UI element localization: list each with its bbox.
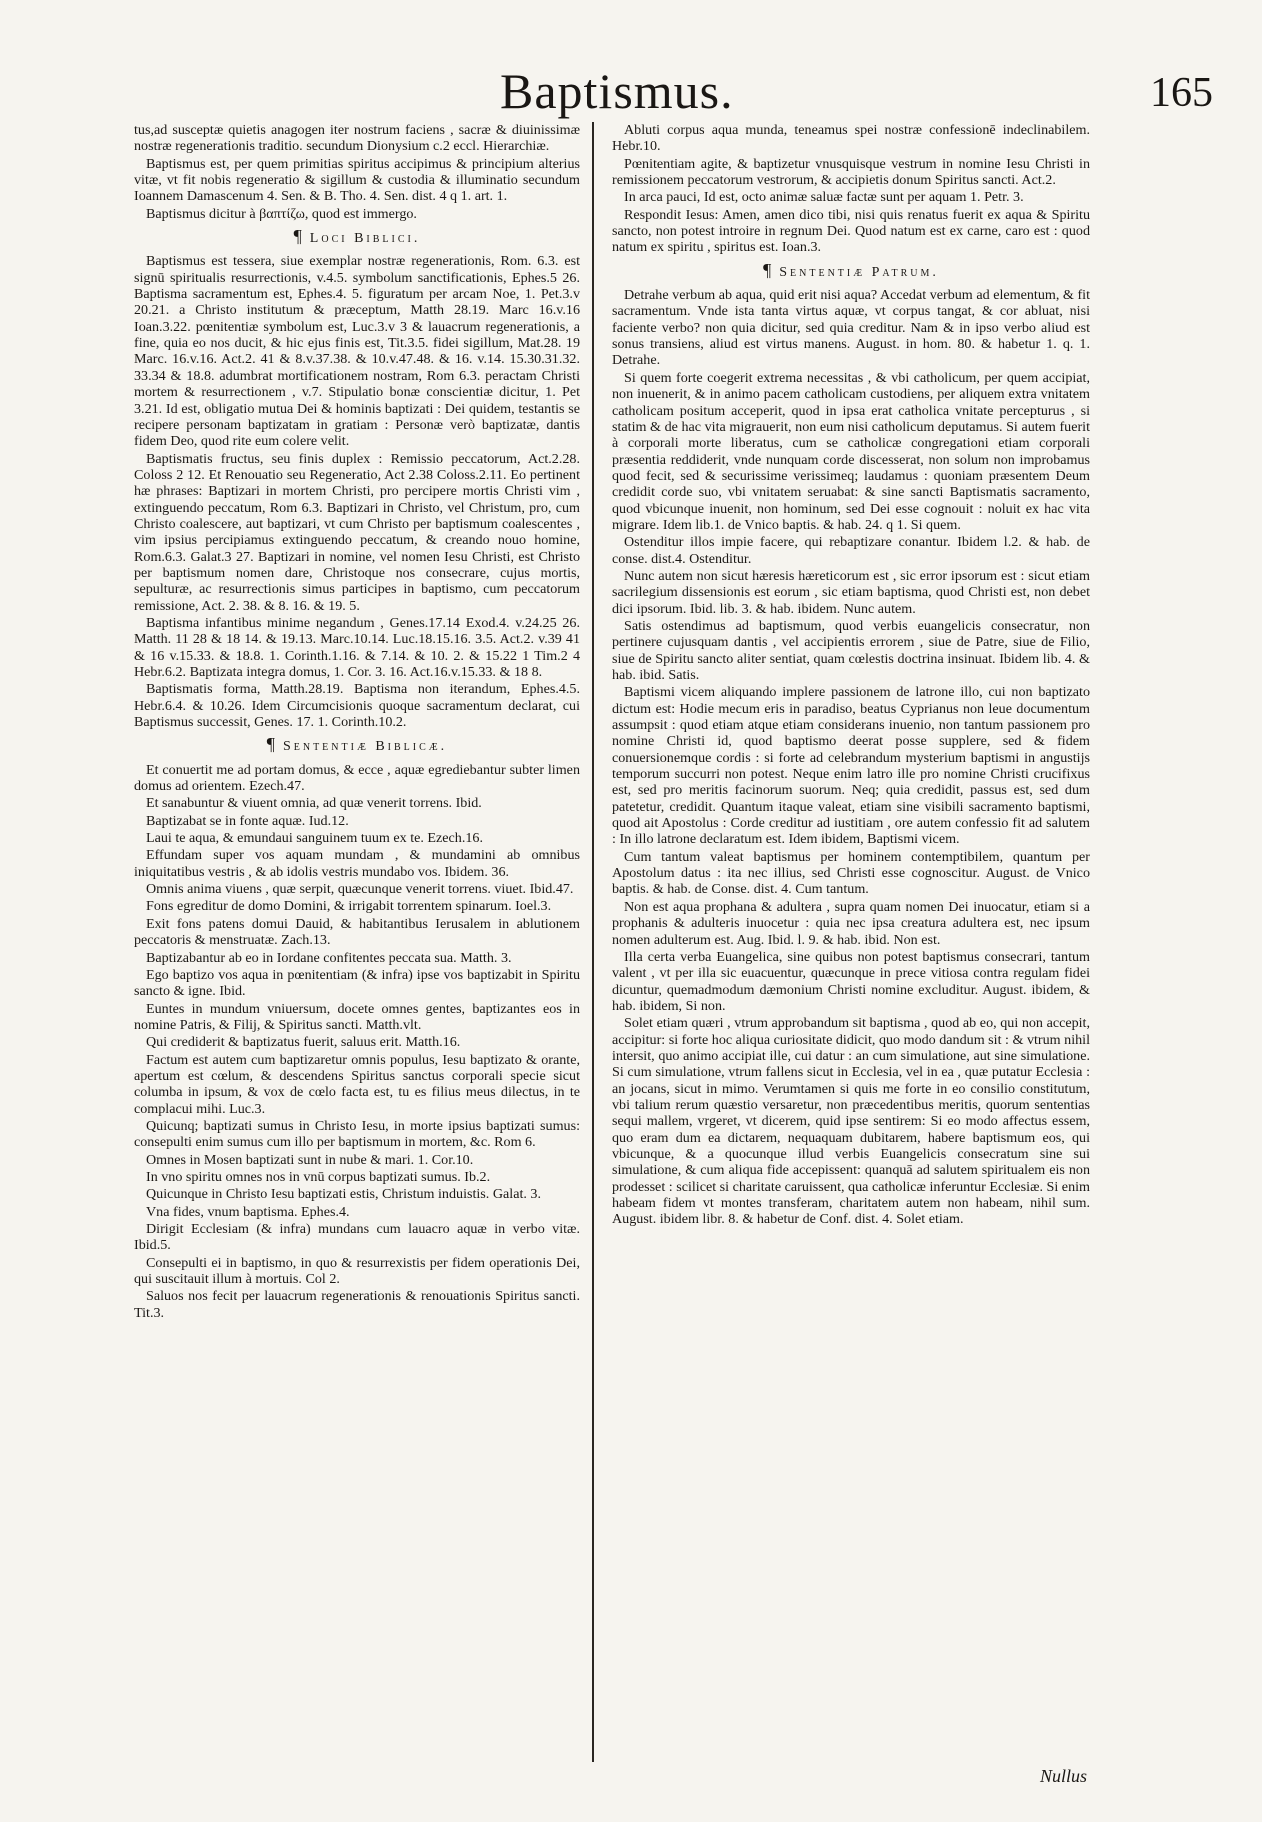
paragraph: Factum est autem cum baptizaretur omnis populus, Iesu baptizato & orante, apertum est cœlum, & descendens Spiritus sanctus corporali specie sicut columba in ipsum, & vox de cœlo facta est, tu es filius meus dilectus, in te complacui mihi. Luc.3. bbox=[134, 1051, 580, 1117]
paragraph: In arca pauci, Id est, octo animæ saluæ factæ sunt per aquam 1. Petr. 3. bbox=[624, 189, 1024, 206]
paragraph: Omnis anima viuens , quæ serpit, quæcunque venerit torrens. viuet. Ibid.47. bbox=[146, 881, 574, 898]
pilcrow-icon: ¶ bbox=[266, 734, 275, 755]
paragraph: Pœnitentiam agite, & baptizetur vnusquisque vestrum in nomine Iesu Christi in remissionem peccatorum vestrorum, & accipietis donum Spiritus sancti. Act.2. bbox=[612, 155, 1090, 189]
column-divider bbox=[592, 122, 594, 1762]
paragraph: Vna fides, vnum baptisma. Ephes.4. bbox=[146, 1203, 350, 1220]
paragraph: tus,ad susceptæ quietis anagogen iter nostrum faciens , sacræ & diuinissimæ nostræ regenerationis traditio. secundum Dionysium c.2 eccl. Hierarchiæ. bbox=[134, 122, 580, 155]
paragraph: Baptismatis fructus, seu finis duplex : Remissio peccatorum, Act.2.28. Coloss 2 12. Et Renouatio seu Regeneratio, Act 2.38 Coloss.2.11. Eo pertinent hæ phrases: Baptizari in mortem Christi, pro percipere mortis Christi vim , extinguendo peccatum, Rom 6.3. Baptizari in Christo, vel Christum, pro, cum Christo coalescere, aut baptizari, vt cum Christo per baptismum coalescentes , vim ipsius percipiamus extinguendo peccatum, & creando nouo homine, Rom.6.3. Galat.3 27. Baptizari in nomine, vel nomen Iesu Christi, est Christo per baptismum nomen dare, Christoque nos consecrare, cujus mortis, sepulturæ, ac resurrectionis simus participes in baptismo, cum peccatorum remissione, Act. 2. 38. & 8. 16. & 19. 5. bbox=[134, 450, 580, 614]
paragraph: Quicunque in Christo Iesu baptizati estis, Christum induistis. Galat. 3. bbox=[146, 1186, 541, 1203]
paragraph: Baptismus est tessera, siue exemplar nostræ regenerationis, Rom. 6.3. est signū spiritualis resurrectionis, v.4.5. symbolum sanctificationis, Ephes.5 26. Baptisma sacramentum est, Ephes.4. 5. figuratum per arcam Noe, 1. Pet.3.v 20.21. a Christo institutum & præceptum, Matth 28.19. Marc 16.v.16 Ioan.3.22. pœnitentiæ symbolum est, Luc.3.v 3 & lauacrum regenerationis, a fine, quia eo nos ducit, & hic ejus finis est, Tit.3.5. fidei sigillum, Mat.28. 19 Marc. 16.v.16. Act.2. 41 & 8.v.37.38. & 10.v.47.48. & 16. v.14. 15.30.31.32. 33.34 & 18.8. adumbrat mortificationem nostram, Rom 6.3. peractam Christi mortem & resurrectionem , v.7. Stipulatio bonæ conscientiæ dicitur, 1. Pet 3.21. Id est, obligatio mutua Dei & hominis baptizati : Dei quidem, testantis se recipere personam baptizatam in gratiam : Personæ verò baptizatæ, dantis fidem Deo, quod rite eum colere velit. bbox=[134, 253, 580, 450]
paragraph: Ostenditur illos impie facere, qui rebaptizare conantur. Ibidem l.2. & hab. de conse. dist.4. Ostenditur. bbox=[612, 534, 1090, 567]
catchword: Nullus bbox=[1040, 1766, 1088, 1786]
paragraph: Illa certa verba Euangelica, sine quibus non potest baptismus consecrari, tantum valent , vt per illa sic euacuentur, quæcunque in prece vitiosa contra regulam fidei dicuntur, quemadmodum dæmonium Christi nomine excluditur. August. ibidem, & hab. ibidem, Si non. bbox=[612, 948, 1090, 1014]
left-column bbox=[134, 122, 580, 1802]
paragraph: Ego baptizo vos aqua in pœnitentiam (& infra) ipse vos baptizabit in Spiritu sancto & igne. Ibid. bbox=[134, 966, 580, 1000]
page-title: Baptismus. bbox=[500, 63, 734, 119]
paragraph: Abluti corpus aqua munda, teneamus spei nostræ confessionē indeclinabilem. Hebr.10. bbox=[612, 122, 1090, 155]
paragraph: Baptizabat se in fonte aquæ. Iud.12. bbox=[146, 812, 349, 829]
paragraph: Fons egreditur de domo Domini, & irrigabit torrentem spinarum. Ioel.3. bbox=[146, 898, 552, 915]
paragraph: Nunc autem non sicut hæresis hæreticorum est , sic error ipsorum est : sicut etiam sacrilegium dissensionis est eorum , sic etiam baptisma, quod Christi est, non debet dici ipsorum. Ibid. lib. 3. & hab. ibidem. Nunc autem. bbox=[612, 567, 1090, 617]
paragraph: Baptizabantur ab eo in Iordane confitentes peccata sua. Matth. 3. bbox=[146, 949, 512, 966]
section-heading-sententiae-patrum: ¶ Sententiæ Patrum. bbox=[763, 259, 939, 280]
paragraph: Detrahe verbum ab aqua, quid erit nisi aqua? Accedat verbum ad elementum, & fit sacramentum. Vnde ista tanta virtus aquæ, vt corpus tangat, & cor abluat, nisi faciente verbo? non quia dicitur, sed quia creditur. Nam & in ipso verbo aliud est sonus transiens, aliud est virtus manens. August. in hom. 80. & habetur 1. q. 1. Detrahe. bbox=[612, 287, 1090, 369]
paragraph: Satis ostendimus ad baptismum, quod verbis euangelicis consecratur, non pertinere cujusquam dantis , vel accipientis errorem , siue de Patre, siue de Filio, siue de Spiritu sancto aliter sentiat, quam cœlestis doctrina insinuat. Ibidem lib. 4. & hab. ibid. Satis. bbox=[612, 617, 1090, 683]
right-column bbox=[612, 122, 1090, 1802]
paragraph: Cum tantum valeat baptismus per hominem contemptibilem, quantum per Apostolum datus : ita nec illius, sed Christi esse cognoscitur. August. de Vnico baptis. & hab. de Conse. dist. 4. Cum tantum. bbox=[612, 848, 1090, 898]
paragraph: Et conuertit me ad portam domus, & ecce , aquæ egrediebantur subter limen domus ad orientem. Ezech.47. bbox=[134, 761, 580, 795]
paragraph: Dirigit Ecclesiam (& infra) mundans cum lauacro aquæ in verbo vitæ. Ibid.5. bbox=[134, 1221, 580, 1254]
pilcrow-icon: ¶ bbox=[293, 226, 302, 247]
page-header bbox=[0, 62, 1262, 122]
paragraph: Omnes in Mosen baptizati sunt in nube & mari. 1. Cor.10. bbox=[146, 1151, 474, 1168]
paragraph: Consepulti ei in baptismo, in quo & resurrexistis per fidem operationis Dei, qui suscitauit illum à mortuis. Col 2. bbox=[134, 1254, 580, 1288]
paragraph: In vno spiritu omnes nos in vnū corpus baptizati sumus. Ib.2. bbox=[146, 1168, 491, 1185]
paragraph: Exit fons patens domui Dauid, & habitantibus Ierusalem in ablutionem peccatoris & menstruatæ. Zach.13. bbox=[134, 915, 580, 949]
paragraph: Baptismus dicitur à βαπτίζω, quod est immergo. bbox=[146, 205, 417, 222]
paragraph: Euntes in mundum vniuersum, docete omnes gentes, baptizantes eos in nomine Patris, & Filij, & Spiritus sancti. Matth.vlt. bbox=[134, 1000, 580, 1033]
section-heading-loci-biblici: ¶ Loci Biblici. bbox=[293, 226, 421, 247]
paragraph: Baptismatis forma, Matth.28.19. Baptisma non iterandum, Ephes.4.5. Hebr.6.4. & 10.26. Idem Circumcisionis quoque sacramentum declarat, cui Baptismus successit, Genes. 17. 1. Corinth.10.2. bbox=[134, 681, 580, 731]
paragraph: Si quem forte coegerit extrema necessitas , & vbi catholicum, per quem accipiat, non inuenerit, & in animo pacem catholicam custodiens, per aliquem extra vnitatem catholicam positum acceperit, quod in ipsa erat catholica vnitate percepturus , si statim & de hac vita migrauerit, non eum nisi catholicum deputamus. Si autem fuerit à corporali morte liberatus, cum se catholicæ congregationi etiam corporali præsentia reddiderit, vnde nunquam corde discesserat, non solum non improbamus quod fecit, sed & securissime verissimeq; laudamus : quoniam præsentem Deum credidit corde suo, vbi vnitatem seruabat: & sine sancti Baptismatis sacramento, quod vbicunque inuenit, non hominum, sed Dei esse cognouit : noluit ex hac vita migrare. Idem lib.1. de Vnico baptis. & hab. 24. q 1. Si quem. bbox=[612, 369, 1090, 533]
pilcrow-icon: ¶ bbox=[763, 259, 772, 280]
paragraph: Baptismi vicem aliquando implere passionem de latrone illo, cui non baptizato dictum est: Hodie mecum eris in paradiso, beatus Cyprianus non leue documentum assumpsit : quod etiam atque etiam considerans inuenio, non tantum passionem pro nomine Christi id, quod baptismo deerat posse supplere, sed & fidem conuersionemque cordis : si forte ad celebrandum mysterium baptismi in angustijs temporum succurri non potest. Neque enim latro ille pro nomine Christi crucifixus est, sed pro meritis facinorum suorum. Neq; quia credidit, passus est, sed dum patetetur, credidit. Quantum itaque valeat, etiam sine visibili sacramento baptismi, quod ait Apostolus : Corde creditur ad iustitiam , ore autem confessio fit ad salutem : In illo latrone declaratum est. Idem ibidem, Baptismi vicem. bbox=[612, 684, 1090, 848]
paragraph: Qui crediderit & baptizatus fuerit, saluus erit. Matth.16. bbox=[146, 1034, 461, 1051]
paragraph: Effundam super vos aquam mundam , & mundamini ab omnibus iniquitatibus vestris , & ab idolis vestris mundabo vos. Ibidem. 36. bbox=[134, 847, 580, 880]
page-number: 165 bbox=[1150, 70, 1213, 116]
paragraph: Laui te aqua, & emundaui sanguinem tuum ex te. Ezech.16. bbox=[146, 830, 483, 847]
paragraph: Quicunq; baptizati sumus in Christo Iesu, in morte ipsius baptizati sumus: consepulti enim sumus cum illo per baptismum in mortem, &c. Rom 6. bbox=[134, 1117, 580, 1151]
paragraph: Saluos nos fecit per lauacrum regenerationis & renouationis Spiritus sancti. Tit.3. bbox=[134, 1288, 580, 1321]
paragraph: Baptismus est, per quem primitias spiritus accipimus & principium alterius vitæ, vt fit nobis regeneratio & sigillum & custodia & illuminatio secundum Ioannem Damascenum 4. Sen. & B. Tho. 4. Sen. dist. 4 q 1. art. 1. bbox=[134, 155, 580, 205]
paragraph: Respondit Iesus: Amen, amen dico tibi, nisi quis renatus fuerit ex aqua & Spiritu sancto, non potest introire in regnum Dei. Quod natum est ex carne, caro est : quod natum ex spiritu , spiritus est. Ioan.3. bbox=[612, 206, 1090, 256]
section-heading-sententiae-biblicae: ¶ Sententiæ Biblicæ. bbox=[266, 734, 448, 755]
paragraph: Solet etiam quæri , vtrum approbandum sit baptisma , quod ab eo, qui non accepit, accipitur: si forte hoc aliqua curiositate didicit, quo modo dandum sit : & vtrum nihil intersit, quo animo accipiat ille, cui datur : an cum simulatione, aut sine simulatione. Si cum simulatione, vtrum fallens sicut in Ecclesia, vel in ea , quæ putatur Ecclesia : an jocans, sicut in mimo. Verumtamen si quis me forte in eo consilio constitutum, vbi talium rerum quæstio versaretur, non præcedentibus meritis, quorum sententias sequi mallem, vrgeret, vt dicerem, quid ipse sentirem: Si eo modo affectus essem, quo eram dum ea dictarem, nequaquam dubitarem, habere baptismum eos, qui vbicunque, & a quocunque illud verbis Euangelicis consecratum sine sui simulatione, & cum aliqua fide accepissent: quanquā ad salutem spiritualem eis non prodesset : scilicet si charitate caruissent, qua catholicæ inferuntur Ecclesiæ. Si enim habeam fidem vt montes transferam, charitatem autem non habeam, nihil sum. August. ibidem libr. 8. & habetur de Conf. dist. 4. Solet etiam. bbox=[612, 1015, 1090, 1228]
paragraph: Baptisma infantibus minime negandum , Genes.17.14 Exod.4. v.24.25 26. Matth. 11 28 & 18 14. & 19.13. Marc.10.14. Luc.18.15.16. 3.5. Act.2. v.39 41 & 16 v.15.33. & 18.8. 1. Corinth.1.16. & 7.14. & 10. 2. & 15.22 1 Tim.2 4 Hebr.6.2. Baptizata integra domus, 1. Cor. 3. 16. Act.16.v.15.33. & 18 8. bbox=[134, 614, 580, 680]
paragraph: Et sanabuntur & viuent omnia, ad quæ venerit torrens. Ibid. bbox=[146, 795, 482, 812]
paragraph: Non est aqua prophana & adultera , supra quam nomen Dei inuocatur, etiam si a prophanis & adulteris inuocetur : quia nec ipsa creatura adultera est, nec ipsum nomen adulterum est. Aug. Ibid. l. 9. & hab. ibid. Non est. bbox=[612, 898, 1090, 948]
